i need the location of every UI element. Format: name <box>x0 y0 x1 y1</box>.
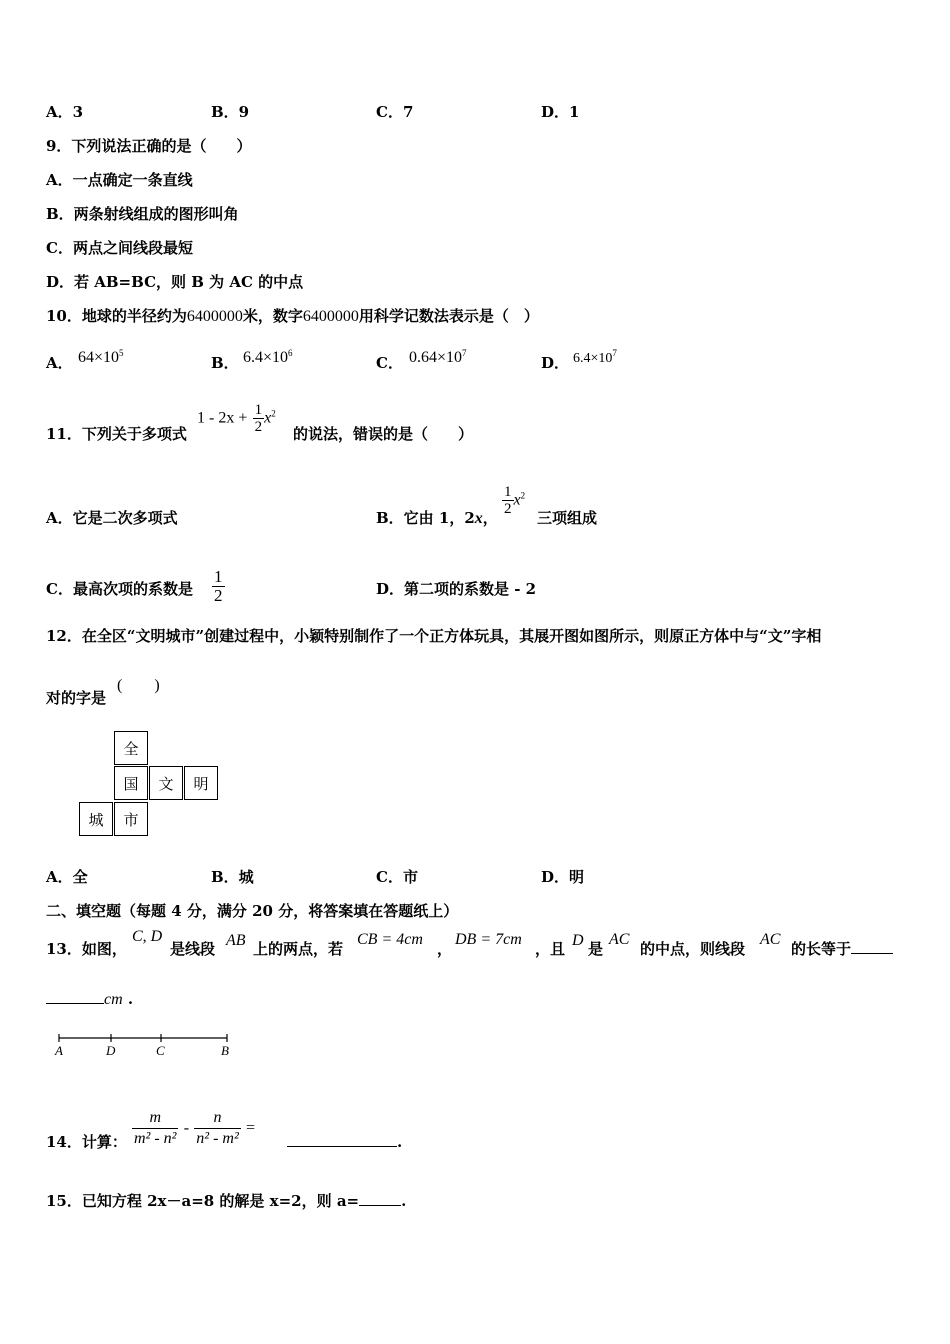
q10-option-b: B． <box>211 354 239 372</box>
q13-prefix: 13．如图， <box>46 940 127 958</box>
q10-option-d-value <box>573 343 617 369</box>
q10-stem-part: 用科学记数法表示是（ ） <box>358 307 539 325</box>
q11-c-fraction <box>212 568 225 605</box>
q11-exp: 2 <box>271 408 276 419</box>
q14-f2-num: n <box>213 1109 222 1126</box>
option-b: B．9 <box>211 103 250 121</box>
q13-ac2-text: AC <box>760 931 781 948</box>
q10-d-base: 6.4×10 <box>573 351 613 366</box>
q13-t3: ，且 <box>535 940 566 958</box>
answer-blank[interactable] <box>851 953 893 954</box>
label-c: C <box>156 1043 165 1058</box>
q12-stem: 12．在全区“文明城市”创建过程中，小颖特别制作了一个正方体玩具，其展开图如图所示，则原正方体中与“文”字相 <box>46 627 822 645</box>
q13-cb <box>357 929 423 950</box>
q10-number: 6400000 <box>186 308 243 325</box>
q11-b-x: x <box>474 510 483 527</box>
q11-expression <box>197 402 276 435</box>
q14-prefix: 14．计算： <box>46 1133 127 1151</box>
q13-cd-text: C, D <box>132 928 163 945</box>
q11-stem-suffix: 的说法，错误的是（ ） <box>293 425 474 443</box>
q11-frac-den: 2 <box>254 419 263 435</box>
q14-period: . <box>397 1133 403 1151</box>
q13-ab <box>226 930 246 951</box>
q11-frac-num: 1 <box>254 402 263 418</box>
q11-option-a: A．它是二次多项式 <box>46 509 178 527</box>
net-cell-quan: 全 <box>114 731 148 765</box>
q11-stem-prefix: 11．下列关于多项式 <box>46 425 187 443</box>
net-cell-guo: 国 <box>114 766 148 800</box>
q11-c-frac-num: 1 <box>214 567 223 586</box>
q11-c-fraction-wrap <box>212 568 225 605</box>
q14-minus: - <box>183 1119 190 1137</box>
q11-b-text: B．它由 1，2 <box>376 509 475 527</box>
q10-option-c: C． <box>376 354 403 372</box>
q13-ab-text: AB <box>226 932 246 949</box>
q11-fraction <box>253 402 265 435</box>
q10-a-base: 64×10 <box>78 349 120 366</box>
answer-blank-2[interactable] <box>46 1003 104 1004</box>
q11-b-fraction <box>502 484 514 517</box>
q13-t6 <box>791 939 893 959</box>
q10-stem-part: 米，数字 <box>242 307 303 325</box>
q14-f1-num: m <box>149 1109 162 1126</box>
q14-fraction-1 <box>132 1108 178 1149</box>
q10-b-exp: 6 <box>288 348 293 358</box>
q13-comma: ， <box>437 940 453 958</box>
q12-option-a: A．全 <box>46 868 88 886</box>
q10-stem-part: 10．地球的半径约为 <box>46 307 187 325</box>
q13-cd <box>132 926 162 947</box>
q13-unit: cm <box>104 991 123 1008</box>
q13-ac <box>609 929 629 950</box>
q13-period: . <box>127 990 134 1008</box>
q11-c-frac-den: 2 <box>214 586 223 605</box>
q13-t5: 的中点，则线段 <box>640 940 746 958</box>
q11-b-var: x <box>513 491 521 509</box>
q13-ac-text: AC <box>609 931 630 948</box>
q10-stem <box>46 306 539 327</box>
q13-t4: 是 <box>588 940 604 958</box>
q10-b-base: 6.4×10 <box>243 349 289 366</box>
net-cell-wen: 文 <box>149 766 183 800</box>
q9-option-d: D．若 AB=BC，则 B 为 AC 的中点 <box>46 273 304 291</box>
q14-equals: = <box>246 1119 256 1137</box>
q12-option-d: D．明 <box>541 868 585 886</box>
q11-var: x <box>264 409 272 427</box>
q13-d <box>572 930 584 951</box>
label-b: B <box>221 1043 229 1058</box>
net-cell-cheng: 城 <box>79 802 113 836</box>
net-cell-ming: 明 <box>184 766 218 800</box>
q13-t2: 上的两点，若 <box>253 940 344 958</box>
option-c: C．7 <box>376 103 414 121</box>
answer-blank[interactable] <box>359 1205 401 1206</box>
section-heading: 二、填空题（每题 4 分，满分 20 分，将答案填在答题纸上） <box>46 902 459 920</box>
q14-f1-den: m² - n² <box>134 1130 177 1147</box>
q10-c-exp: 7 <box>462 348 467 358</box>
q11-b-exp: 2 <box>520 490 526 501</box>
q11-b-frac-num: 1 <box>504 484 512 500</box>
option-a: A．3 <box>46 103 84 121</box>
q10-option-b-value <box>243 343 293 368</box>
q11-b-suffix: 三项组成 <box>537 509 598 527</box>
q11-option-c: C．最高次项的系数是 <box>46 580 193 598</box>
q11-b-frac-den: 2 <box>504 501 512 517</box>
q13-db <box>455 929 522 950</box>
q12-paren: ( ) <box>117 677 160 694</box>
q10-a-exp: 5 <box>119 348 124 358</box>
q9-option-a: A．一点确定一条直线 <box>46 171 193 189</box>
q14-answer <box>287 1132 402 1152</box>
q15-period: . <box>401 1192 407 1210</box>
q13-cb-text: CB = 4cm <box>357 931 423 948</box>
q12-option-b: B．城 <box>211 868 254 886</box>
q13-d-text: D <box>572 932 584 949</box>
option-d: D．1 <box>541 103 580 121</box>
q15-text: 15．已知方程 2x－a=8 的解是 x=2，则 a= <box>46 1192 360 1210</box>
q10-d-exp: 7 <box>612 348 617 358</box>
q9-option-c: C．两点之间线段最短 <box>46 239 193 257</box>
q13-t6-text: 的长等于 <box>791 940 852 958</box>
q10-option-d: D． <box>541 354 570 372</box>
q10-number: 6400000 <box>302 308 359 325</box>
segment-figure <box>50 1030 240 1064</box>
q14-f2-den: n² - m² <box>196 1130 239 1147</box>
q12-option-c: C．市 <box>376 868 418 886</box>
label-a: A <box>55 1043 63 1058</box>
q14-fraction-2 <box>194 1108 240 1149</box>
q13-line2 <box>46 989 133 1010</box>
answer-blank[interactable] <box>287 1146 397 1147</box>
q14-expression <box>132 1108 255 1149</box>
q9-stem: 9．下列说法正确的是（ ） <box>46 137 252 155</box>
q10-option-c-value <box>409 343 467 368</box>
q11-option-b <box>376 508 498 529</box>
q13-db-text: DB = 7cm <box>455 931 522 948</box>
q15-stem <box>46 1191 406 1211</box>
q12-stem-2: 对的字是 <box>46 689 107 707</box>
q11-expr-left: 1 - 2x + <box>197 409 248 427</box>
q10-option-a-value <box>78 343 124 368</box>
net-cell-shi: 市 <box>114 802 148 836</box>
q11-b-comma: ， <box>482 509 498 527</box>
q11-option-d: D．第二项的系数是 - 2 <box>376 580 537 598</box>
q13-t1: 是线段 <box>170 940 216 958</box>
q9-option-b: B．两条射线组成的图形叫角 <box>46 205 239 223</box>
q13-ac2 <box>760 929 780 950</box>
q11-b-term <box>502 484 525 517</box>
q10-c-base: 0.64×10 <box>409 349 463 366</box>
label-d: D <box>106 1043 116 1058</box>
q10-option-a: A． <box>46 354 73 372</box>
